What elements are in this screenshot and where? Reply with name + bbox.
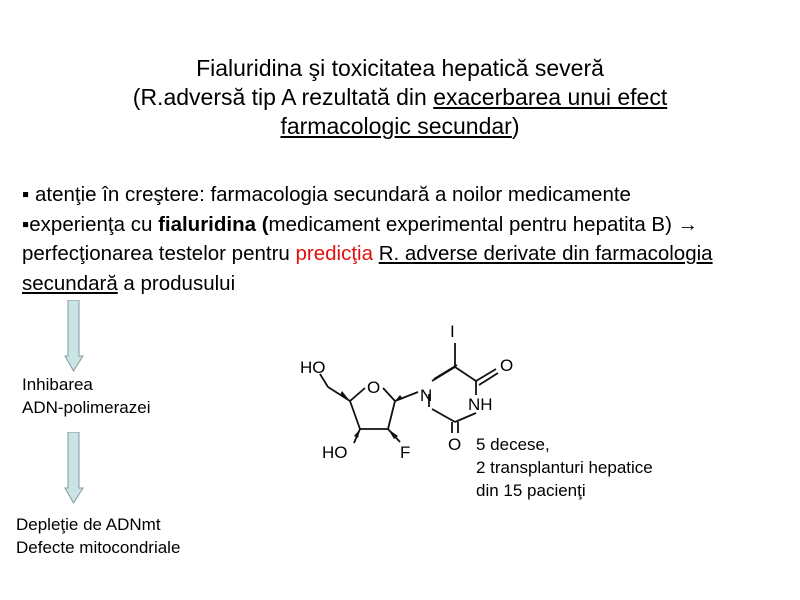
chem-label-NH: NH <box>468 395 493 414</box>
chem-label-I: I <box>450 322 455 341</box>
predictie-highlight: predicţia <box>295 242 373 265</box>
title-line2 <box>0 83 800 112</box>
chem-label-N1: N <box>420 386 433 405</box>
bullet-2-mid: perfecţionarea testelor pentru <box>22 242 296 265</box>
right-arrow-icon: → <box>677 212 699 236</box>
down-arrow-icon <box>64 432 84 504</box>
bullet-1-text: atenţie în creştere: farmacologia secundară a noilor medicamente <box>29 183 631 206</box>
outcome-text <box>476 433 653 502</box>
bullet-2-underlined: R. adverse derivate din farmacologia secundară <box>22 242 713 295</box>
chem-label-HO-bottom: HO <box>322 443 348 462</box>
bullet-2-text: medicament experimental pentru hepatita B) <box>268 212 678 236</box>
bullet-1 <box>22 180 782 210</box>
bullet-2-bold: fialuridina ( <box>158 212 269 236</box>
bullet-2 <box>22 210 782 299</box>
title-underlined-2: farmacologic secundar <box>280 113 512 139</box>
outcome-line3: din 15 pacienţi <box>476 481 586 500</box>
outcome-line1: 5 decese, <box>476 435 550 454</box>
title-line1: Fialuridina şi toxicitatea hepatică severă <box>196 55 604 81</box>
bullet-2-end: a produsului <box>117 271 236 295</box>
title-line3 <box>0 112 800 141</box>
label-depletie-line2: Defecte mitocondriale <box>16 538 181 557</box>
label-depletie-line1: Depleţie de ADNmt <box>16 515 161 534</box>
label-depletie <box>16 513 180 559</box>
title-underlined-1: exacerbarea unui efect <box>433 84 668 110</box>
title-line3-suffix: ) <box>511 113 520 139</box>
chem-label-F: F <box>400 443 411 462</box>
outcome-line2: 2 transplanturi hepatice <box>476 458 653 477</box>
title-line2-prefix: (R.adversă tip A rezultată din <box>132 84 434 110</box>
bullet-list <box>22 180 782 298</box>
bullet-2-prefix: experienţa cu <box>29 212 159 236</box>
slide-title <box>0 54 800 141</box>
chem-label-O-carbonyl-1: O <box>500 356 514 375</box>
square-bullet-icon: ▪ <box>22 212 30 236</box>
chem-label-HO-top: HO <box>300 358 326 377</box>
square-bullet-icon: ▪ <box>22 183 30 206</box>
label-inhibarea-line1: Inhibarea <box>22 375 93 394</box>
chem-label-O-carbonyl-2: O <box>448 435 462 454</box>
label-inhibarea <box>22 373 150 419</box>
label-inhibarea-line2: ADN-polimerazei <box>22 398 151 417</box>
down-arrow-icon <box>64 300 84 372</box>
chem-label-O-ring: O <box>367 378 381 397</box>
